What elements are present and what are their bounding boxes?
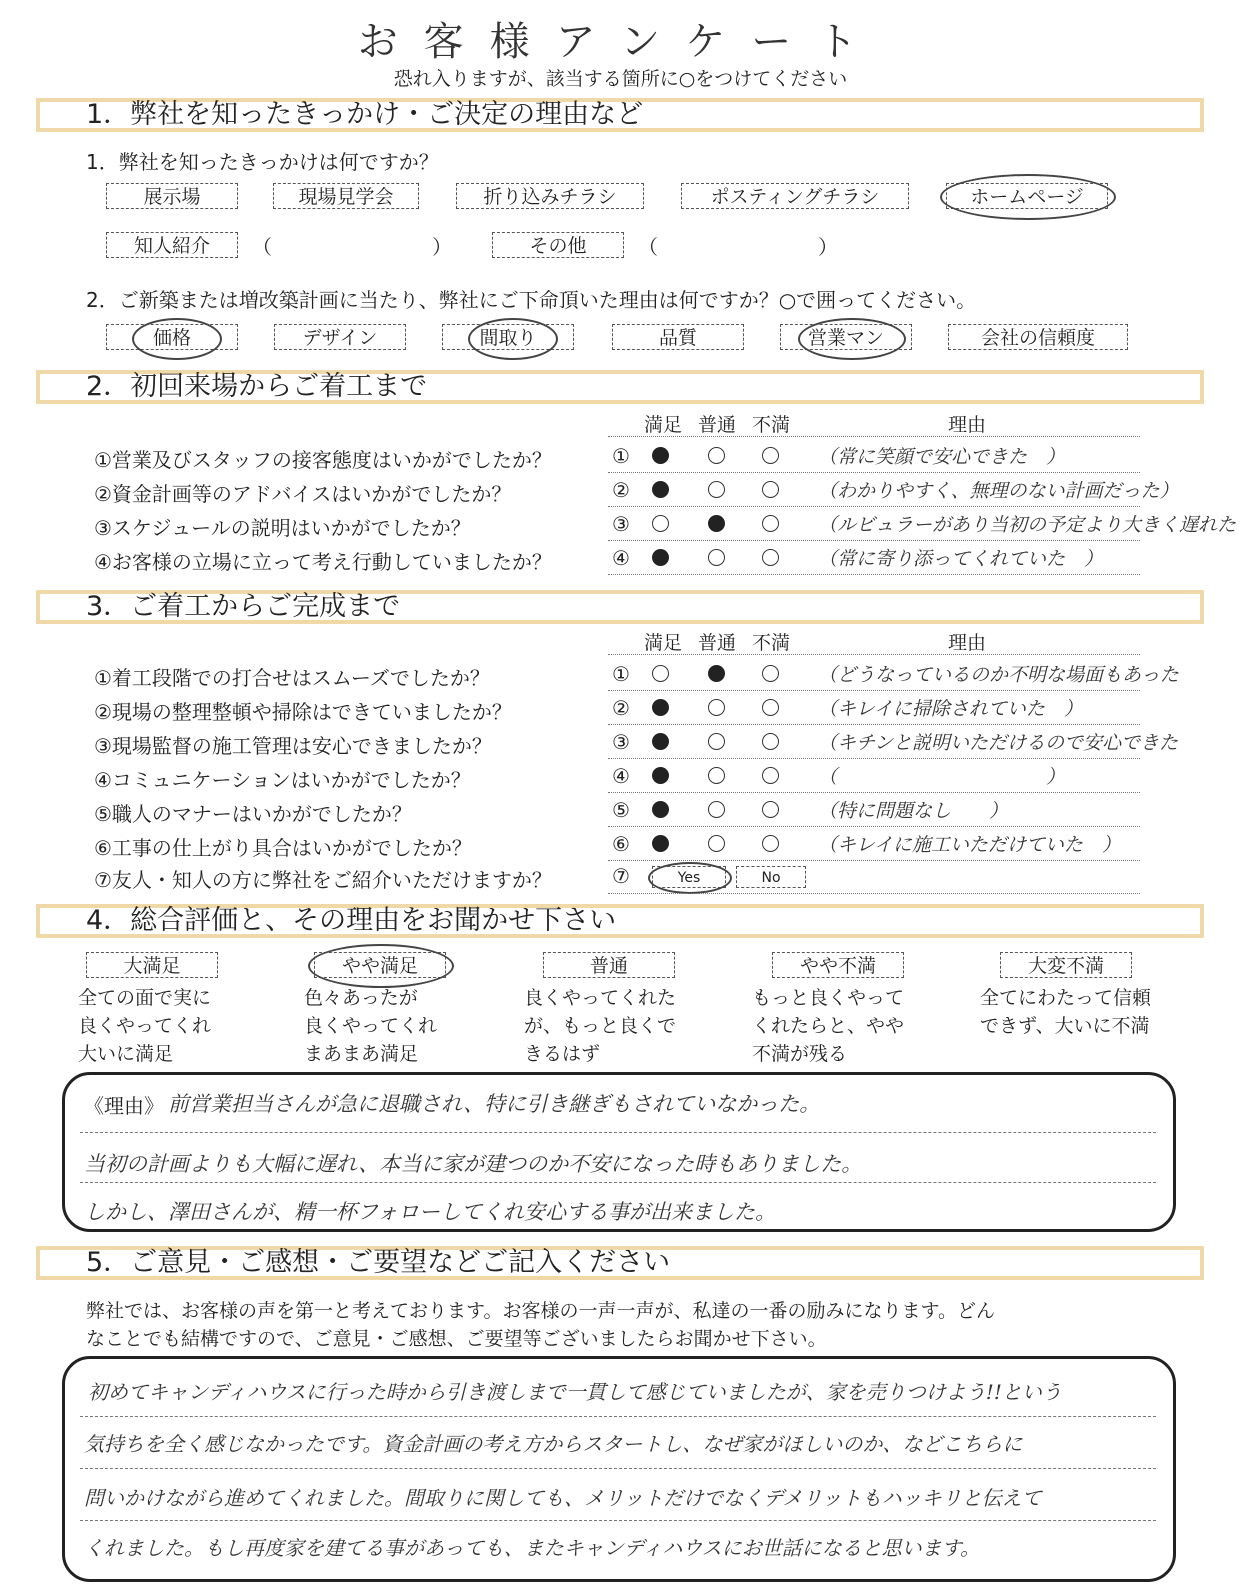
rating-desc: 良くやってくれた が、もっと良くで きるはず [524, 987, 677, 1065]
writing-line [80, 1416, 1156, 1417]
reason-text: （キレイに掃除されていた ） [818, 698, 1083, 720]
section-5-title: 5．ご意見・ご感想・ご要望などご記入ください [86, 1247, 671, 1278]
rating-mark[interactable] [762, 665, 779, 682]
row-divider [608, 860, 1140, 861]
rating-mark[interactable] [708, 733, 725, 750]
question-row: ③スケジュールの説明はいかがでしたか？ [94, 516, 471, 540]
header-satisfied: 満足 [644, 414, 683, 436]
selection-circle [648, 862, 732, 894]
rating-mark-selected[interactable] [652, 699, 669, 716]
option-trust[interactable]: 会社の信頼度 [948, 324, 1128, 350]
rating-mark[interactable] [708, 835, 725, 852]
rating-mark[interactable] [762, 549, 779, 566]
rating-very-dissatisfied[interactable]: 大変不満 [1000, 952, 1132, 978]
rating-mark-selected[interactable] [652, 767, 669, 784]
reason-text: （常に寄り添ってくれていた ） [818, 548, 1104, 570]
paren-close: ） [818, 235, 838, 259]
row-number: ④ [612, 764, 630, 788]
row-divider [608, 654, 1140, 655]
header-reason: 理由 [948, 414, 987, 436]
question-row: ⑥工事の仕上がり具合はいかがでしたか？ [94, 836, 472, 860]
rating-mark[interactable] [762, 801, 779, 818]
writing-line [80, 1468, 1156, 1469]
question-row: ③現場監督の施工管理は安心できましたか？ [94, 734, 492, 758]
row-divider [608, 690, 1140, 691]
rating-mark[interactable] [762, 481, 779, 498]
question-row: ①着工段階での打合せはスムーズでしたか？ [94, 666, 490, 690]
section-1-title: 1．弊社を知ったきっかけ・ご決定の理由など [86, 99, 644, 130]
reason-text: （ルビュラーがあり当初の予定より大きく遅れた [818, 514, 1237, 536]
section-2-title: 2．初回来場からご着工まで [86, 371, 428, 402]
comment-line: 気持ちを全く感じなかったです。資金計画の考え方からスタートし、なぜ家がほしいのか、などこちらに [84, 1432, 1023, 1456]
option-salesperson[interactable]: 営業マン [780, 324, 912, 350]
reason-text: （ ） [818, 766, 1066, 788]
comment-line: くれました。もし再度家を建てる事があっても、またキャンディハウスにお世話になると思います。 [84, 1536, 980, 1560]
rating-mark[interactable] [762, 733, 779, 750]
row-divider [608, 506, 1140, 507]
reason-text: （キチンと説明いただけるので安心できた [818, 732, 1179, 754]
header-satisfied: 満足 [644, 632, 683, 654]
row-number: ① [612, 444, 630, 468]
row-divider [608, 826, 1140, 827]
row-divider [608, 540, 1140, 541]
rating-somewhat-satisfied[interactable]: やや満足 [314, 952, 446, 978]
row-number: ⑤ [612, 798, 630, 822]
question-row: ②現場の整理整頓や掃除はできていましたか？ [94, 700, 512, 724]
reason-line: しかし、澤田さんが、精一杯フォローしてくれ安心する事が出来ました。 [84, 1200, 776, 1224]
option-showroom[interactable]: 展示場 [106, 183, 238, 209]
question-1-2: 2．ご新築または増改築計画に当たり、弊社にご下命頂いた理由は何ですか？○で囲ってください。 [86, 288, 977, 312]
question-3-7: ⑦友人・知人の方に弊社をご紹介いただけますか？ [94, 868, 552, 892]
selection-circle [308, 944, 454, 988]
rating-somewhat-dissatisfied[interactable]: やや不満 [772, 952, 904, 978]
reason-text: （特に問題なし ） [818, 800, 1009, 822]
comment-line: 初めてキャンディハウスに行った時から引き渡しまで一貫して感じていましたが、家を売りつけよう!!という [88, 1380, 1062, 1404]
rating-mark[interactable] [708, 767, 725, 784]
writing-line [80, 1520, 1156, 1521]
selection-circle [940, 174, 1116, 220]
reason-label: 《理由》 [84, 1094, 164, 1118]
row-divider [608, 472, 1140, 473]
header-dissatisfied: 不満 [752, 414, 791, 436]
row-number: ⑦ [612, 864, 630, 888]
rating-mark[interactable] [708, 549, 725, 566]
option-price[interactable]: 価格 [106, 324, 238, 350]
rating-mark[interactable] [762, 767, 779, 784]
rating-mark[interactable] [762, 699, 779, 716]
header-normal: 普通 [698, 414, 737, 436]
header-normal: 普通 [698, 632, 737, 654]
rating-mark[interactable] [708, 801, 725, 818]
header-reason: 理由 [948, 632, 987, 654]
rating-mark-selected[interactable] [652, 447, 669, 464]
option-no[interactable]: No [736, 866, 806, 888]
rating-mark[interactable] [708, 447, 725, 464]
question-row: ④お客様の立場に立って考え行動していましたか？ [94, 550, 552, 574]
row-number: ③ [612, 730, 630, 754]
writing-line [80, 1182, 1156, 1183]
selection-circle [468, 318, 558, 360]
row-divider [608, 724, 1140, 725]
comment-line: 問いかけながら進めてくれました。間取りに関しても、メリットだけでなくデメリットもハッキリと伝えて [84, 1486, 1042, 1510]
row-divider [608, 893, 1140, 894]
rating-very-satisfied[interactable]: 大満足 [86, 952, 218, 978]
rating-desc: 全てにわたって信頼 できず、大いに不満 [980, 987, 1152, 1037]
section-1-header [36, 98, 1204, 132]
page-subtitle: 恐れ入りますが、該当する箇所に○をつけてください [393, 68, 848, 90]
row-divider [608, 436, 1140, 437]
reason-text: （どうなっているのか不明な場面もあった [818, 664, 1179, 686]
option-flyer[interactable]: 折り込みチラシ [456, 183, 644, 209]
rating-mark-selected[interactable] [652, 801, 669, 818]
selection-circle [798, 318, 906, 360]
intro-line: 弊社では、お客様の声を第一と考えております。お客様の一声一声が、私達の一番の励みになります。どん [86, 1300, 995, 1322]
rating-mark-selected[interactable] [652, 733, 669, 750]
section-3-title: 3．ご着工からご完成まで [86, 591, 401, 622]
rating-mark-selected[interactable] [708, 665, 725, 682]
intro-line: なことでも結構ですので、ご意見・ご感想、ご要望等ございましたらお聞かせ下さい。 [86, 1328, 827, 1350]
rating-normal[interactable]: 普通 [543, 952, 675, 978]
row-number: ② [612, 478, 630, 502]
paren-open: （ [638, 235, 658, 259]
question-row: ②資金計画等のアドバイスはいかがでしたか？ [94, 482, 512, 506]
rating-mark-selected[interactable] [652, 549, 669, 566]
reason-line: 当初の計画よりも大幅に遅れ、本当に家が建つのか不安になった時もありました。 [84, 1152, 863, 1176]
rating-mark-selected[interactable] [708, 515, 725, 532]
section-3-header [36, 590, 1204, 624]
row-divider [608, 574, 1140, 575]
rating-mark[interactable] [708, 699, 725, 716]
option-yes[interactable]: Yes [652, 866, 726, 888]
option-quality[interactable]: 品質 [612, 324, 744, 350]
section-4-title: 4．総合評価と、その理由をお聞かせ下さい [86, 905, 617, 936]
section-5-header [36, 1246, 1204, 1280]
row-number: ② [612, 696, 630, 720]
rating-mark[interactable] [708, 481, 725, 498]
row-number: ④ [612, 546, 630, 570]
rating-mark[interactable] [762, 835, 779, 852]
row-divider [608, 758, 1140, 759]
option-other[interactable]: その他 [492, 232, 624, 258]
selection-circle [132, 318, 222, 360]
header-dissatisfied: 不満 [752, 632, 791, 654]
rating-mark[interactable] [762, 447, 779, 464]
row-number: ③ [612, 512, 630, 536]
question-row: ①営業及びスタッフの接客態度はいかがでしたか？ [94, 448, 552, 472]
option-posting-flyer[interactable]: ポスティングチラシ [681, 183, 909, 209]
option-homepage[interactable]: ホームページ [946, 183, 1108, 209]
reason-text: （常に笑顔で安心できた ） [818, 446, 1066, 468]
question-row: ⑤職人のマナーはいかがでしたか？ [94, 802, 412, 826]
rating-mark[interactable] [652, 515, 669, 532]
rating-mark[interactable] [762, 515, 779, 532]
rating-mark[interactable] [652, 665, 669, 682]
row-number: ⑥ [612, 832, 630, 856]
row-number: ① [612, 662, 630, 686]
rating-mark-selected[interactable] [652, 835, 669, 852]
reason-text: （キレイに施工いただけていた ） [818, 834, 1121, 856]
page-title: お客様アンケート [357, 19, 884, 65]
option-floorplan[interactable]: 間取り [442, 324, 574, 350]
writing-line [80, 1132, 1156, 1133]
reason-text: （わかりやすく、無理のない計画だった） [818, 480, 1179, 502]
rating-mark-selected[interactable] [652, 481, 669, 498]
option-referral[interactable]: 知人紹介 [106, 232, 238, 258]
row-divider [608, 792, 1140, 793]
section-4-header [36, 904, 1204, 938]
reason-line: 前営業担当さんが急に退職され、特に引き継ぎもされていなかった。 [168, 1092, 821, 1116]
rating-desc: もっと良くやって くれたらと、やや 不満が残る [752, 987, 905, 1065]
option-site-tour[interactable]: 現場見学会 [273, 183, 419, 209]
question-1-1: 1．弊社を知ったきっかけは何ですか？ [86, 150, 439, 174]
option-design[interactable]: デザイン [274, 324, 406, 350]
paren-open: （ [252, 235, 272, 259]
question-row: ④コミュニケーションはいかがでしたか？ [94, 768, 471, 792]
section-2-header [36, 370, 1204, 404]
paren-close: ） [432, 235, 452, 259]
rating-desc: 全ての面で実に 良くやってくれ 大いに満足 [78, 987, 212, 1065]
rating-desc: 色々あったが 良くやってくれ まあまあ満足 [304, 987, 438, 1065]
